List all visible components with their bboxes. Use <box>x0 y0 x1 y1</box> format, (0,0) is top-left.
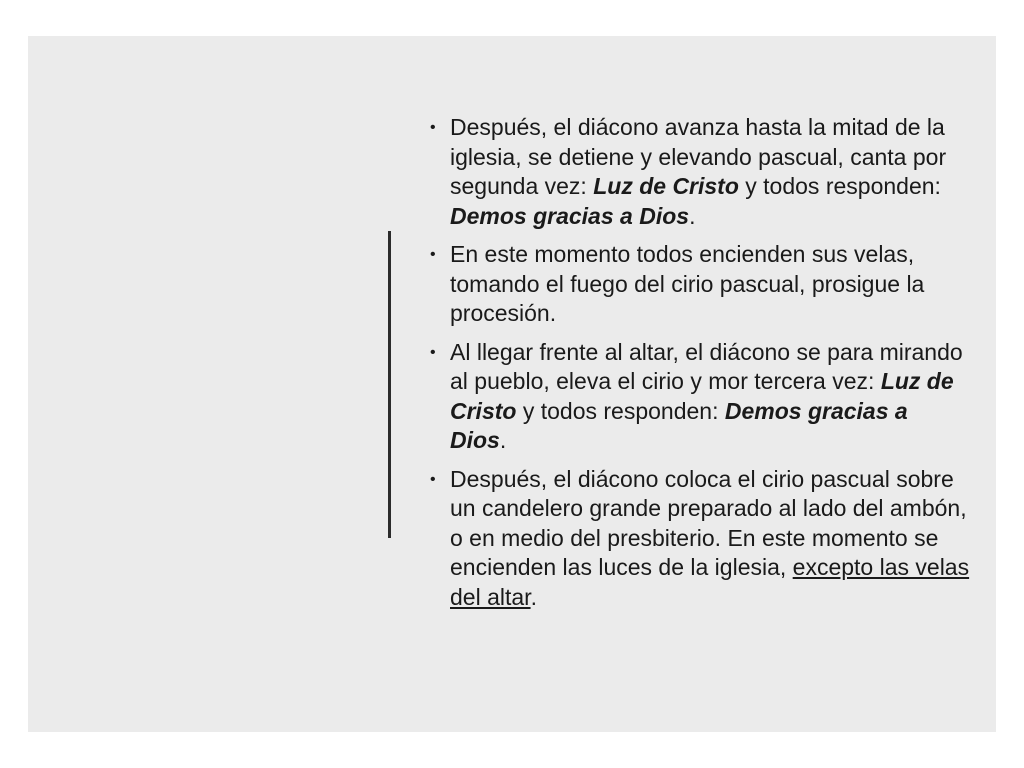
bullet-icon: • <box>430 470 436 488</box>
bullet-text: Al llegar frente al altar, el diácono se para mirando al pueblo, eleva el cirio y mor tercera vez: Luz de Cristo y todos responden: Demos gracias a Dios. <box>450 338 963 453</box>
bullet-item <box>430 465 970 613</box>
bullet-text: En este momento todos encienden sus velas, tomando el fuego del cirio pascual, prosigue la procesión. <box>450 241 925 326</box>
bullet-icon: • <box>430 119 436 136</box>
bullet-item <box>430 338 970 456</box>
bullet-list <box>430 113 970 621</box>
bullet-text: Después, el diácono avanza hasta la mitad de la iglesia, se detiene y elevando pascual, canta por segunda vez: Luz de Cristo y todos responden: Demos gracias a Dios. <box>450 114 947 229</box>
bullet-icon: • <box>430 246 436 263</box>
bullet-item <box>430 240 970 329</box>
bullet-item <box>430 113 970 231</box>
bullet-text: Después, el diácono coloca el cirio pascual sobre un candelero grande preparado al lado del ambón, o en medio del presbiterio. En este momento se encienden las luces de la iglesia, excepto las velas del altar. <box>450 465 970 610</box>
vertical-divider <box>388 231 391 538</box>
slide <box>28 36 996 732</box>
bullet-icon: • <box>430 343 436 361</box>
